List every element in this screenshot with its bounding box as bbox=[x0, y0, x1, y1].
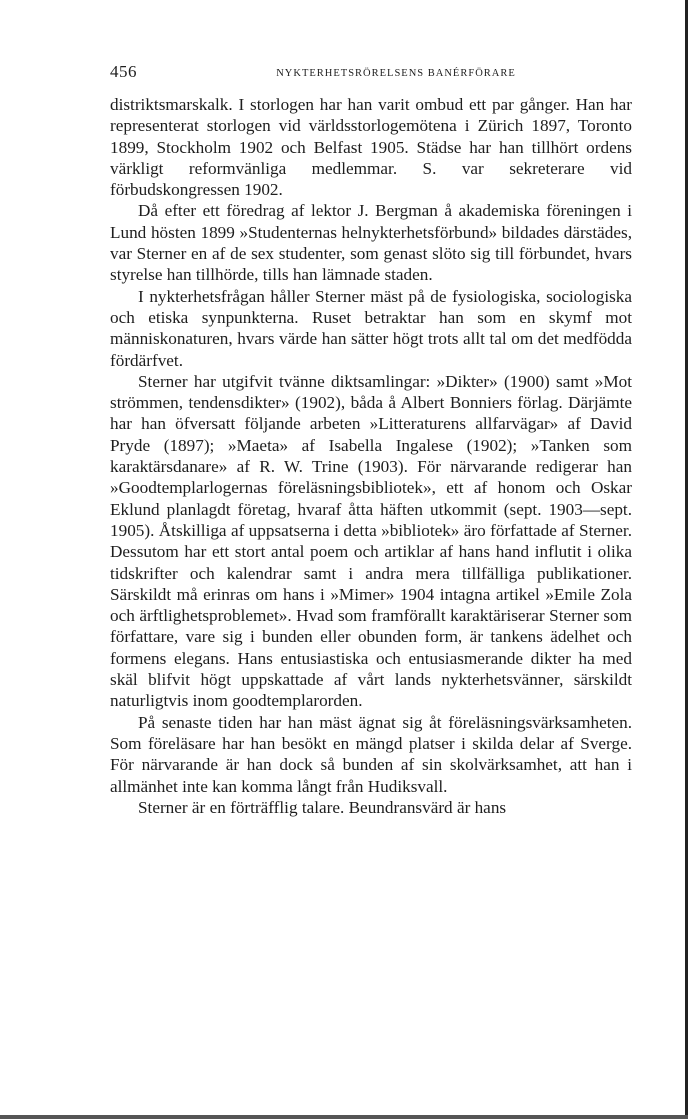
paragraph: Då efter ett föredrag af lektor J. Bergman å akademiska föreningen i Lund hösten 1899 »Studenternas helnykterhetsförbund» bildades därstädes, var Sterner en af de sex studenter, som genast slöto sig till förbundet, hvars styrelse han tillhörde, tills han lämnade staden. bbox=[110, 201, 632, 285]
body-text bbox=[110, 94, 632, 818]
paragraph: På senaste tiden har han mäst ägnat sig åt föreläsningsvärksamheten. Som föreläsare har han besökt en mängd platser i skilda delar af Sverge. För närvarande är han dock så bunden af sin skolvärksamhet, att han i allmänhet inte kan komma långt från Hudiksvall. bbox=[110, 712, 632, 796]
page-header bbox=[110, 60, 632, 88]
paragraph: I nykterhetsfrågan håller Sterner mäst på de fysiologiska, sociologiska och etiska synpunkterna. Ruset betraktar han som en skymf mot människonaturen, hvars värde han sätter högt trots allt tal om det medfödda fördärfvet. bbox=[110, 286, 632, 370]
page-number: 456 bbox=[110, 62, 137, 81]
paragraph: Sterner är en förträfflig talare. Beundransvärd är hans bbox=[138, 797, 507, 817]
paragraph: Sterner har utgifvit tvänne diktsamlingar: »Dikter» (1900) samt »Mot strömmen, tendensdikter» (1902), båda å Albert Bonniers förlag. Därjämte har han öfversatt följande arbeten »Litteraturens allfarvägar» af David Pryde (1897); »Maeta» af Isabella Ingalese (1902); »Tanken som karaktärsdanare» af R. W. Trine (1903). För närvarande redigerar han »Goodtemplarlogernas föreläsningsbibliotek», ett af honom och Oskar Eklund planlagdt företag, hvaraf åtta häften utkommit (sept. 1903—sept. 1905). Åtskilliga af uppsatserna i detta »bibliotek» äro författade af Sterner. Dessutom har ett stort antal poem och artiklar af hans hand influtit i olika tidskrifter och kalendrar samt i andra mera tillfälliga publikationer. Särskildt må erinras om hans i »Mimer» 1904 intagna artikel »Emile Zola och ärftlighetsproblemet». Hvad som framförallt karaktäriserar Sterner som författare, vare sig i bunden eller obunden form, är tankens ädelhet och formens elegans. Hans entusiastiska och entusiasmerande dikter ha med skäl blifvit högt uppskattade af vårt lands nykterhetsvänner, särskildt naturligtvis inom goodtemplarorden. bbox=[110, 371, 632, 711]
book-page bbox=[110, 60, 632, 818]
page-edge-bottom bbox=[0, 1115, 688, 1119]
paragraph: distriktsmarskalk. I storlogen har han varit ombud ett par gånger. Han har representerat storlogen vid världsstorlogemötena i Zürich 1897, Toronto 1899, Stockholm 1902 och Belfast 1905. Städse har han tillhört ordens värkligt reformvänliga medlemmar. S. var sekreterare vid förbudskongressen 1902. bbox=[110, 95, 632, 200]
running-title: NYKTERHETSRÖRELSENS BANÉRFÖRARE bbox=[276, 68, 516, 79]
